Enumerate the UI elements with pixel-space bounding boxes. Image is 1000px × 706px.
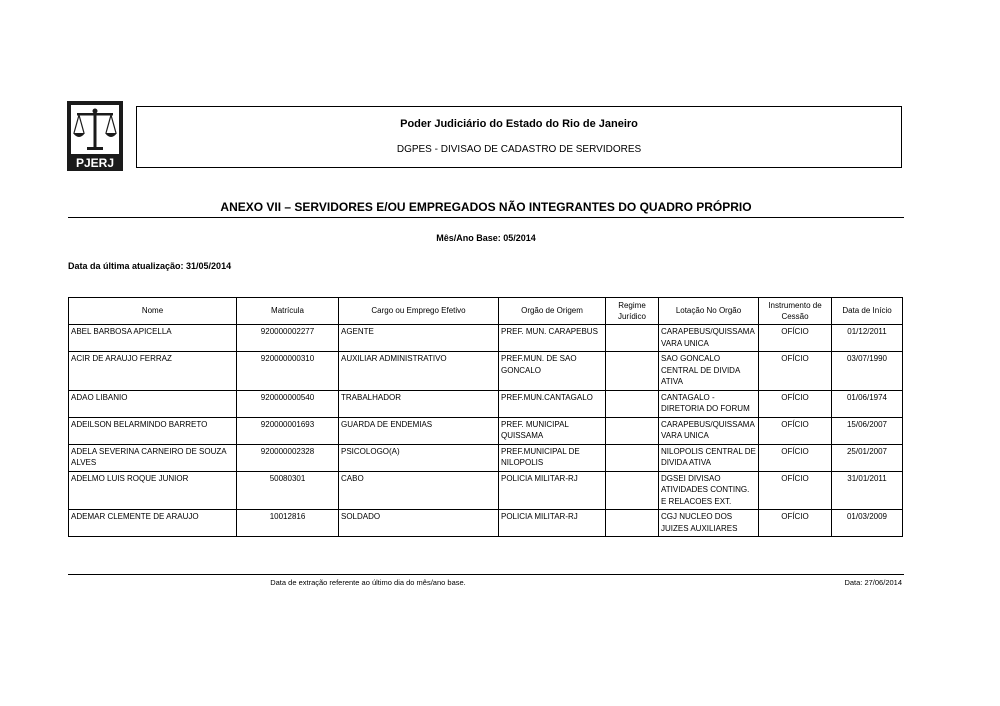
- cell-nome: ACIR DE ARAUJO FERRAZ: [69, 352, 237, 391]
- col-header-regime: Regime Jurídico: [606, 298, 659, 325]
- cell-lotacao: CANTAGALO - DIRETORIA DO FORUM: [659, 390, 759, 417]
- cell-data: 15/06/2007: [832, 417, 903, 444]
- cell-regime: [606, 325, 659, 352]
- cell-orgao: PREF.MUN.CANTAGALO: [499, 390, 606, 417]
- cell-instrumento: OFÍCIO: [759, 352, 832, 391]
- cell-orgao: PREF. MUNICIPAL QUISSAMA: [499, 417, 606, 444]
- cell-matricula: 10012816: [237, 510, 339, 537]
- cell-cargo: PSICOLOGO(A): [339, 444, 499, 471]
- col-header-data: Data de Início: [832, 298, 903, 325]
- cell-matricula: 920000002277: [237, 325, 339, 352]
- cell-orgao: PREF.MUNICIPAL DE NILOPOLIS: [499, 444, 606, 471]
- cell-nome: ADELA SEVERINA CARNEIRO DE SOUZA ALVES: [69, 444, 237, 471]
- cell-data: 01/12/2011: [832, 325, 903, 352]
- cell-lotacao: CARAPEBUS/QUISSAMA VARA UNICA: [659, 325, 759, 352]
- cell-nome: ADEILSON BELARMINDO BARRETO: [69, 417, 237, 444]
- header-box: [136, 106, 902, 168]
- base-month: Mês/Ano Base: 05/2014: [436, 233, 536, 243]
- cell-cargo: CABO: [339, 471, 499, 510]
- cell-lotacao: CARAPEBUS/QUISSAMA VARA UNICA: [659, 417, 759, 444]
- cell-instrumento: OFÍCIO: [759, 510, 832, 537]
- cell-nome: ADEMAR CLEMENTE DE ARAUJO: [69, 510, 237, 537]
- cell-orgao: POLICIA MILITAR-RJ: [499, 510, 606, 537]
- table-row: [69, 417, 903, 444]
- cell-cargo: SOLDADO: [339, 510, 499, 537]
- cell-orgao: PREF.MUN. DE SAO GONCALO: [499, 352, 606, 391]
- cell-lotacao: DGSEI DIVISAO ATIVIDADES CONTING. E RELACOES EXT.: [659, 471, 759, 510]
- staff-table: [68, 297, 903, 537]
- footer-note: Data de extração referente ao último dia do mês/ano base.: [270, 578, 466, 587]
- col-header-nome: Nome: [69, 298, 237, 325]
- cell-orgao: POLICIA MILITAR-RJ: [499, 471, 606, 510]
- table-row: [69, 325, 903, 352]
- cell-instrumento: OFÍCIO: [759, 417, 832, 444]
- cell-nome: ADELMO LUIS ROQUE JUNIOR: [69, 471, 237, 510]
- cell-cargo: GUARDA DE ENDEMIAS: [339, 417, 499, 444]
- cell-matricula: 50080301: [237, 471, 339, 510]
- document-title: ANEXO VII – SERVIDORES E/OU EMPREGADOS NÃO INTEGRANTES DO QUADRO PRÓPRIO: [220, 200, 752, 214]
- cell-regime: [606, 444, 659, 471]
- dept-name: DGPES - DIVISAO DE CADASTRO DE SERVIDORES: [396, 144, 642, 155]
- col-header-orgao: Orgão de Origem: [499, 298, 606, 325]
- cell-regime: [606, 390, 659, 417]
- org-name: Poder Judiciário do Estado do Rio de Janeiro: [400, 118, 638, 130]
- table-row: [69, 510, 903, 537]
- cell-instrumento: OFÍCIO: [759, 444, 832, 471]
- col-header-lotacao: Lotação No Orgão: [659, 298, 759, 325]
- title-divider: [68, 217, 904, 218]
- cell-regime: [606, 471, 659, 510]
- cell-matricula: 920000000540: [237, 390, 339, 417]
- cell-instrumento: OFÍCIO: [759, 471, 832, 510]
- cell-regime: [606, 510, 659, 537]
- cell-data: 03/07/1990: [832, 352, 903, 391]
- scales-of-justice-icon: [66, 100, 124, 172]
- cell-data: 31/01/2011: [832, 471, 903, 510]
- table-row: [69, 444, 903, 471]
- table-header-row: [69, 298, 903, 325]
- last-update: Data da última atualização: 31/05/2014: [68, 261, 232, 271]
- cell-regime: [606, 352, 659, 391]
- cell-matricula: 920000000310: [237, 352, 339, 391]
- pjerj-logo: [66, 100, 124, 172]
- footer-divider: [68, 574, 904, 575]
- col-header-matricula: Matrícula: [237, 298, 339, 325]
- cell-matricula: 920000002328: [237, 444, 339, 471]
- table-row: [69, 471, 903, 510]
- col-header-cargo: Cargo ou Emprego Efetivo: [339, 298, 499, 325]
- cell-instrumento: OFÍCIO: [759, 390, 832, 417]
- cell-lotacao: SAO GONCALO CENTRAL DE DIVIDA ATIVA: [659, 352, 759, 391]
- table-row: [69, 352, 903, 391]
- cell-data: 01/06/1974: [832, 390, 903, 417]
- cell-matricula: 920000001693: [237, 417, 339, 444]
- cell-data: 01/03/2009: [832, 510, 903, 537]
- cell-nome: ADAO LIBANIO: [69, 390, 237, 417]
- footer-date: Data: 27/06/2014: [844, 578, 902, 587]
- cell-cargo: AUXILIAR ADMINISTRATIVO: [339, 352, 499, 391]
- logo-text: PJERJ: [75, 156, 115, 170]
- cell-instrumento: OFÍCIO: [759, 325, 832, 352]
- table-row: [69, 390, 903, 417]
- cell-data: 25/01/2007: [832, 444, 903, 471]
- cell-nome: ABEL BARBOSA APICELLA: [69, 325, 237, 352]
- cell-cargo: AGENTE: [339, 325, 499, 352]
- col-header-instrumento: Instrumento de Cessão: [759, 298, 832, 325]
- cell-orgao: PREF. MUN. CARAPEBUS: [499, 325, 606, 352]
- cell-cargo: TRABALHADOR: [339, 390, 499, 417]
- cell-lotacao: NILOPOLIS CENTRAL DE DIVIDA ATIVA: [659, 444, 759, 471]
- cell-regime: [606, 417, 659, 444]
- cell-lotacao: CGJ NUCLEO DOS JUIZES AUXILIARES: [659, 510, 759, 537]
